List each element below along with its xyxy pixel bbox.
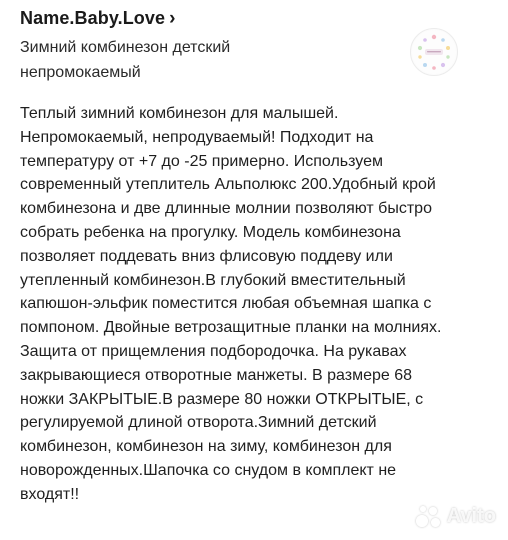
item-description: Теплый зимний комбинезон для малышей. Непромокаемый, непродуваемый! Подходит на температуру от +7 до -25 примерно. Используем современный утеплитель Альполюкс 200.Удобный крой комбинезона и две длинные молнии позволяют быстро собрать ребенка на прогулку. Модель комбинезона позволяет поддевать вниз флисовую поддеву или утепленный комбинезон.В глубокий вместительный капюшон-эльфик поместится любая объемная шапка с помпоном. Двойные ветрозащитные планки на молниях. Защита от прищемления подбородочка. На рукавах закрывающиеся отворотные манжеты. В размере 68 ножки ЗАКРЫТЫЕ.В размере 80 ножки ОТКРЫТЫЕ, с регулируемой длиной отворота.Зимний детский комбинезон, комбинезон на зиму, комбинезон для новорожденных.Шапочка со снудом в комплект не входят!! xyxy=(20,105,442,503)
seller-logo-icon xyxy=(411,29,457,75)
seller-name: Name.Baby.Love xyxy=(20,8,166,28)
chevron-right-icon: › xyxy=(169,8,176,29)
seller-name-link[interactable] xyxy=(20,8,176,29)
seller-avatar[interactable] xyxy=(410,28,458,76)
item-title: Зимний комбинезон детский непромокаемый xyxy=(20,39,231,81)
listing-header xyxy=(20,8,496,90)
watermark-text: Avito xyxy=(446,504,496,527)
